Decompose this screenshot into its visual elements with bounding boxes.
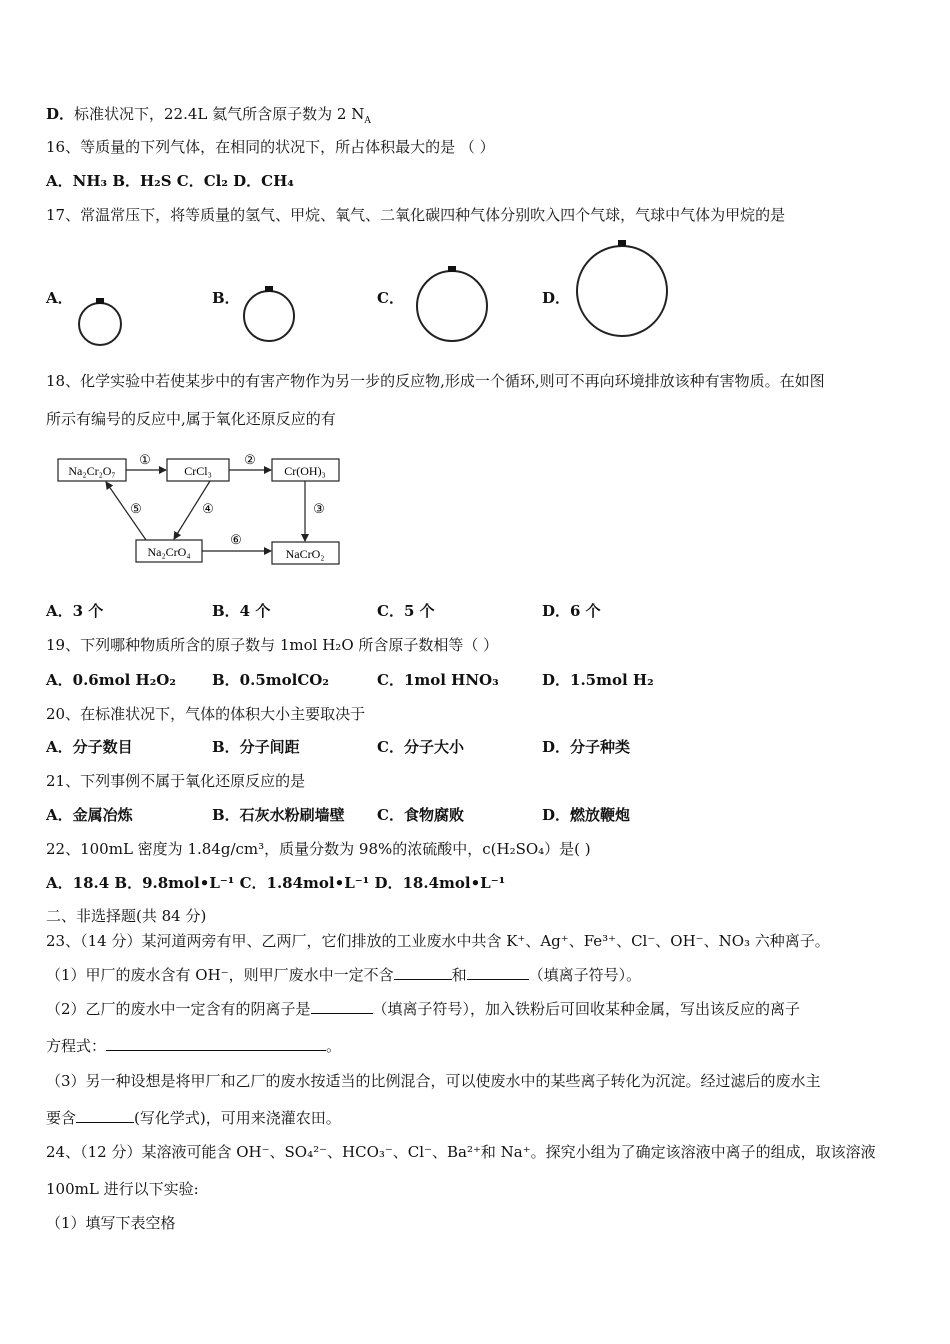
balloon-a [78,302,122,346]
q21-option-a: A．金属冶炼 [46,806,133,824]
q17-stem: 17、常温常压下，将等质量的氢气、甲烷、氧气、二氧化碳四种气体分别吹入四个气球，气球中气体为甲烷的是 [46,206,786,224]
balloon-b-knot [265,286,273,292]
label-na2cr2o7: Na₂Cr₂O₇ [68,464,116,478]
q21-option-d: D．燃放鞭炮 [542,806,631,824]
q18-option-d: D．6 个 [542,602,601,620]
q23-stem: 23、（14 分）某河道两旁有甲、乙两厂，它们排放的工业废水中共含 K⁺、Ag⁺、Fe³⁺、Cl⁻、OH⁻、NO₃ 六种离子。 [46,932,830,950]
q18-option-b: B．4 个 [212,602,271,620]
step-1: ① [139,452,151,467]
q20-option-c: C．分子大小 [377,738,464,756]
q16-options: A．NH₃ B．H₂S C．Cl₂ D．CH₄ [46,172,294,190]
q19-stem: 19、下列哪种物质所含的原子数与 1mol H₂O 所含原子数相等（ ） [46,636,499,654]
step-5: ⑤ [130,501,142,516]
q24-stem-line2: 100mL 进行以下实验: [46,1180,199,1198]
q19-option-b: B．0.5molCO₂ [212,671,329,689]
q19-option-a: A．0.6mol H₂O₂ [46,671,176,689]
chromium-cycle-diagram [50,450,350,575]
q18-option-c: C．5 个 [377,602,435,620]
q23-part3-text-b: 要含 [46,1109,77,1127]
label-crcl3: CrCl₃ [184,464,212,478]
q18-stem-line1: 18、化学实验中若使某步中的有害产物作为另一步的反应物,形成一个循环,则可不再向环境排放该种有害物质。在如图 [46,372,825,390]
step-6: ⑥ [230,532,242,547]
q23-part3-line2 [46,1108,341,1128]
q20-option-d: D．分子种类 [542,738,631,756]
label-na2cro4: Na₂CrO₄ [147,545,191,559]
step-4: ④ [202,501,214,516]
q16-stem: 16、等质量的下列气体，在相同的状况下，所占体积最大的是 （ ） [46,138,495,156]
q15-option-d-label: D． [46,105,75,123]
q15-option-d-text: 标准状况下，22.4L 氦气所含原子数为 2 N [74,105,365,123]
q17-option-b-label: B． [212,289,240,307]
balloon-d [576,245,668,337]
q20-option-b: B．分子间距 [212,738,300,756]
q23-answer-blank-1[interactable] [394,965,452,980]
q21-option-c: C．食物腐败 [377,806,464,824]
q23-part1-text-b: 和 [451,966,467,984]
q23-part2-text-b: （填离子符号），加入铁粉后可回收某种金属，写出该反应的离子 [372,1000,801,1018]
q15-option-d [46,104,371,131]
q23-part3-line1: （3）另一种设想是将甲厂和乙厂的废水按适当的比例混合，可以使废水中的某些离子转化为沉淀。经过滤后的废水主 [46,1072,821,1090]
label-croh3: Cr(OH)₃ [284,464,326,478]
q17-option-a-label: A． [46,289,73,307]
balloon-c-knot [448,266,456,272]
q17-option-d-label: D． [542,289,571,307]
q23-part1-text-c: （填离子符号）。 [528,966,642,984]
q23-answer-blank-5[interactable] [76,1108,134,1123]
q23-answer-blank-3[interactable] [311,999,373,1014]
q23-part1 [46,965,641,985]
q21-stem: 21、下列事例不属于氧化还原反应的是 [46,772,306,790]
balloon-a-knot [96,298,104,304]
q23-part2-text-c: 方程式： [46,1037,107,1055]
q19-option-d: D．1.5mol H₂ [542,671,654,689]
q23-part3-text-c: (写化学式)，可用来浇灌农田。 [134,1109,341,1127]
q24-stem-line1: 24、（12 分）某溶液可能含 OH⁻、SO₄²⁻、HCO₃⁻、Cl⁻、Ba²⁺和 Na⁺。探究小组为了确定该溶液中离子的组成，取该溶液 [46,1143,876,1161]
q23-part2 [46,999,800,1019]
balloon-b [243,290,295,342]
q23-part1-text-a: （1）甲厂的废水含有 OH⁻，则甲厂废水中一定不含 [46,966,394,984]
q23-part2-text-d: 。 [326,1037,342,1055]
q19-option-c: C．1mol HNO₃ [377,671,499,689]
q23-part2-text-a: （2）乙厂的废水中一定含有的阴离子是 [46,1000,311,1018]
q20-stem: 20、在标准状况下，气体的体积大小主要取决于 [46,705,366,723]
q15-option-d-sub: A [364,116,371,126]
q23-answer-blank-4[interactable] [106,1036,326,1051]
balloon-d-knot [618,240,626,246]
q24-part1: （1）填写下表空格 [46,1214,176,1232]
q22-options: A．18.4 B．9.8mol•L⁻¹ C．1.84mol•L⁻¹ D．18.4mol•L⁻¹ [46,874,506,892]
q23-part2-equation [46,1036,341,1056]
q22-stem: 22、100mL 密度为 1.84g/cm³，质量分数为 98%的浓硫酸中，c(H₂SO₄）是( ) [46,840,591,858]
balloon-c [416,270,488,342]
q20-option-a: A．分子数目 [46,738,133,756]
q18-option-a: A．3 个 [46,602,104,620]
step-3: ③ [313,501,325,516]
section-2-heading: 二、非选择题(共 84 分) [46,907,207,925]
q21-option-b: B．石灰水粉刷墙壁 [212,806,345,824]
label-nacro2: NaCrO₂ [285,547,325,561]
q23-answer-blank-2[interactable] [467,965,529,980]
q17-option-c-label: C． [377,289,404,307]
q18-stem-line2: 所示有编号的反应中,属于氧化还原反应的有 [46,410,336,428]
step-2: ② [244,452,256,467]
